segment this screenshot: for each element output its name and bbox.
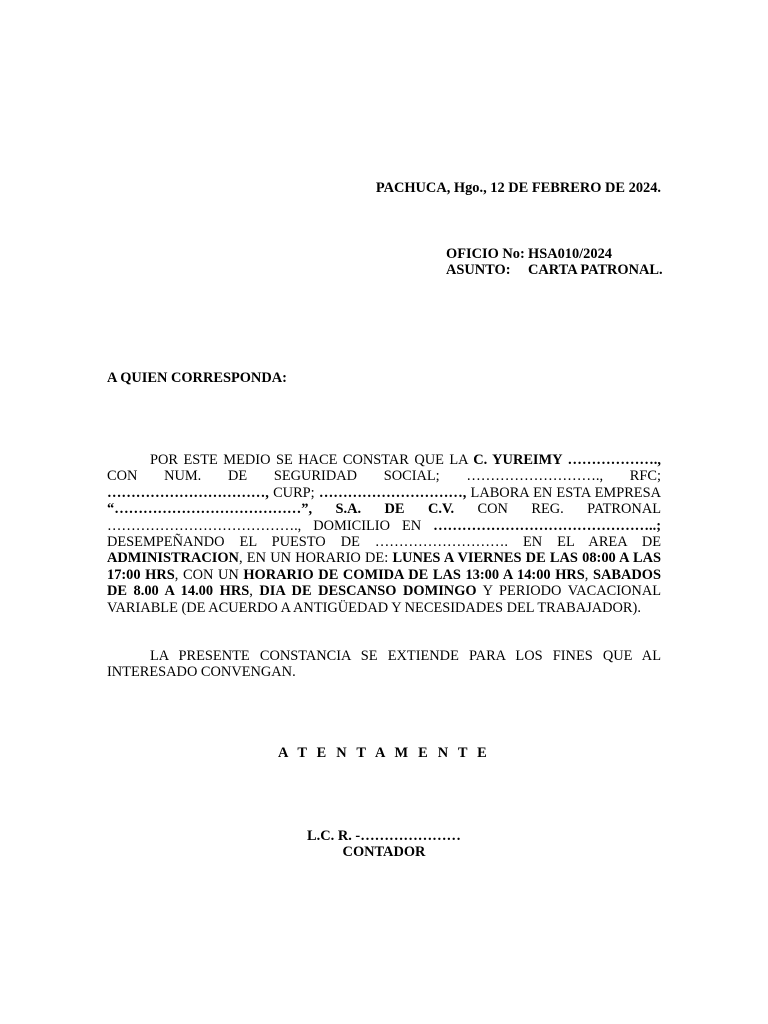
signer-name: L.C. R. -…………………	[307, 828, 461, 844]
body-paragraph-1	[107, 452, 661, 616]
p1-text-2: CON NUM. DE SEGURIDAD SOCIAL; ………………………., RFC;	[107, 468, 661, 485]
saturday-schedule: SABADOS DE 8.00 A 14.00 HRS	[107, 566, 661, 600]
p1-text-4: LABORA EN ESTA EMPRESA	[466, 484, 661, 501]
asunto-value: CARTA PATRONAL.	[528, 262, 663, 278]
address-value: ………………………………………..;	[433, 517, 661, 534]
p1-text-1: POR ESTE MEDIO SE HACE CONSTAR QUE LA	[150, 452, 474, 468]
signature-block	[0, 828, 768, 860]
p1-text-11: Y PERIODO VACACIONAL VARIABLE (DE ACUERDO A ANTIGÜEDAD Y NECESIDADES DEL TRABAJADOR).	[107, 583, 661, 616]
employee-name: C. YUREIMY ……………….,	[473, 452, 661, 468]
oficio-row	[446, 246, 663, 262]
p1-text-8: , CON UN	[174, 566, 244, 583]
rest-day: DIA DE DESCANSO DOMINGO	[259, 583, 477, 600]
area-value: ADMINISTRACION	[107, 550, 239, 567]
p1-text-7: , EN UN HORARIO DE:	[238, 550, 393, 567]
p1-text-9: ,	[584, 566, 593, 583]
date-line: PACHUCA, Hgo., 12 DE FEBRERO DE 2024.	[375, 180, 661, 196]
p1-text-3: CURP;	[268, 484, 319, 501]
oficio-value: HSA010/2024	[528, 246, 612, 262]
reference-block	[446, 246, 663, 278]
work-schedule: LUNES A VIERNES DE LAS 08:00 A LAS 17:00 HRS	[107, 550, 662, 583]
lunch-schedule: HORARIO DE COMIDA DE LAS 13:00 A 14:00 HRS	[243, 566, 585, 583]
asunto-label: ASUNTO:	[446, 262, 511, 278]
signer-title: CONTADOR	[342, 844, 426, 860]
oficio-label: OFICIO No:	[446, 246, 525, 262]
company-name: “…………………………………”, S.A. DE C.V.	[107, 501, 455, 518]
salutation: A QUIEN CORRESPONDA:	[107, 370, 287, 386]
p1-text-6: DESEMPEÑANDO EL PUESTO DE ………………………. EN EL AREA DE	[107, 534, 661, 551]
p1-text-5: CON REG. PATRONAL …………………………………., DOMICILIO EN	[107, 501, 661, 534]
curp-value: …………………………,	[318, 484, 467, 501]
rfc-value: ……………………………,	[107, 484, 269, 501]
p1-text-10: ,	[249, 583, 260, 600]
body-paragraph-2: LA PRESENTE CONSTANCIA SE EXTIENDE PARA LOS FINES QUE AL INTERESADO CONVENGAN.	[107, 648, 661, 681]
asunto-row	[446, 262, 663, 278]
closing: A T E N T A M E N T E	[278, 745, 490, 761]
